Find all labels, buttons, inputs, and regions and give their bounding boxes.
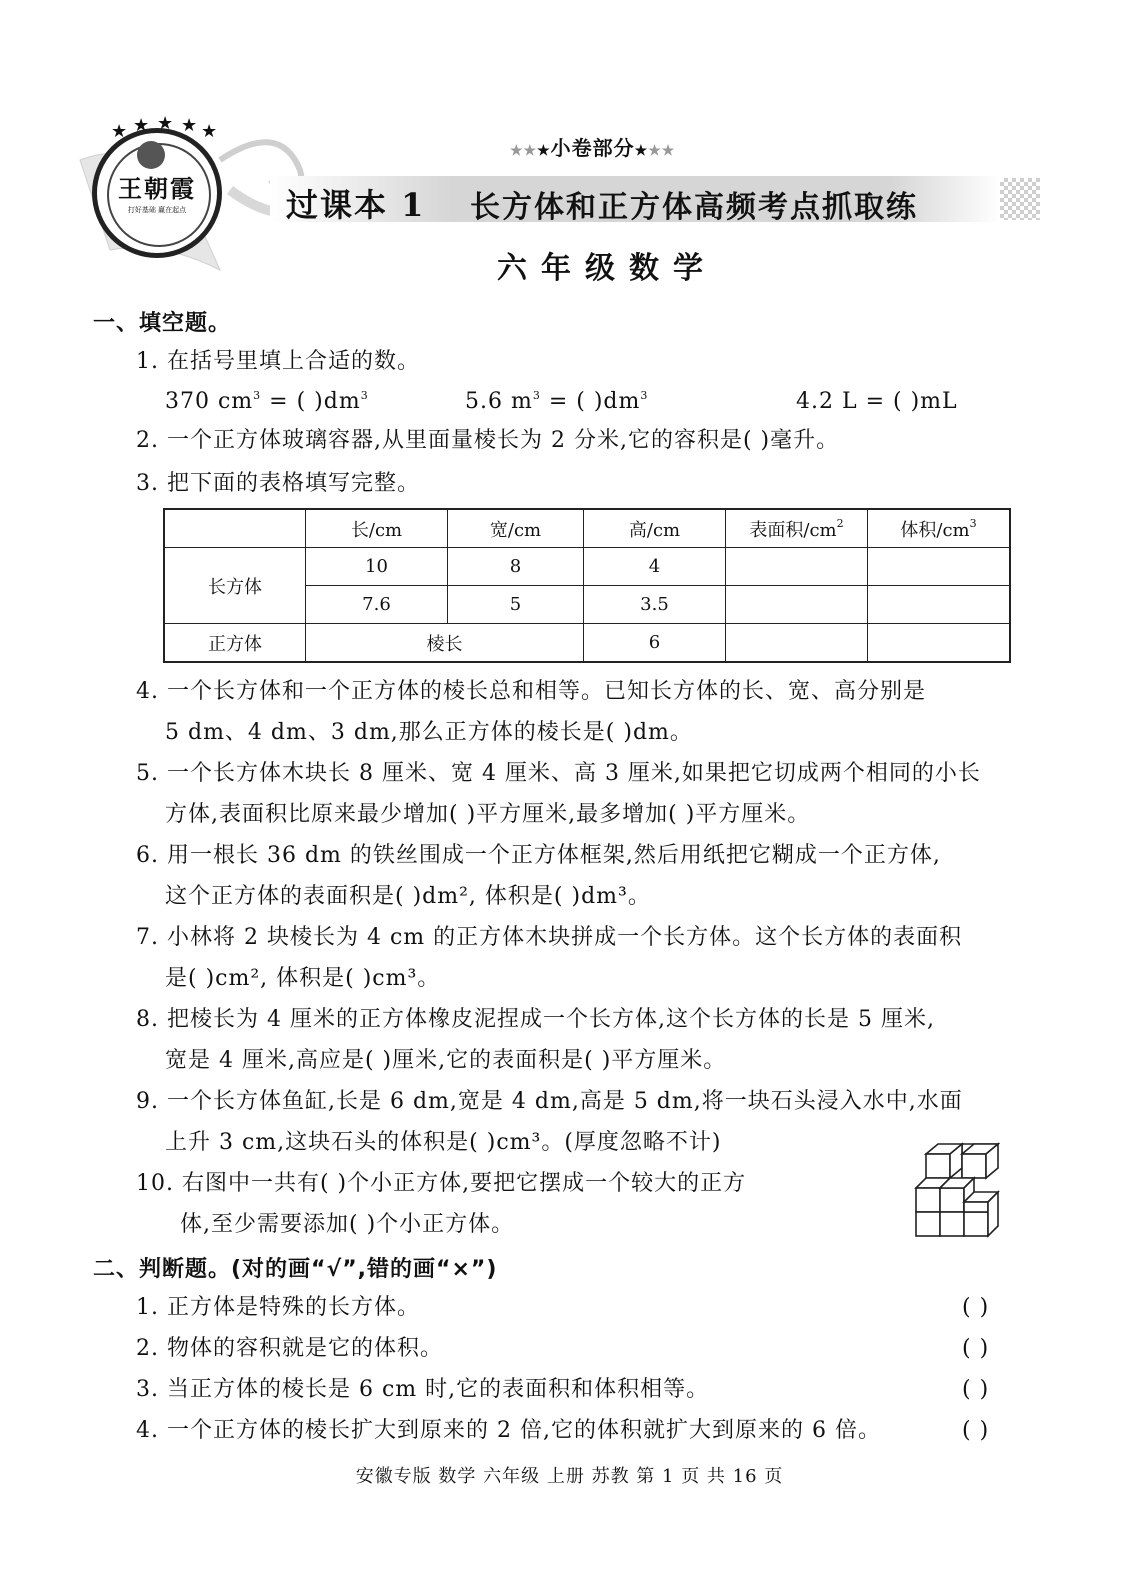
header-width: 宽/cm [448, 509, 584, 548]
header-length: 长/cm [306, 509, 448, 548]
judge-answer-4[interactable]: ( ) [962, 1418, 990, 1443]
question-3: 3. 把下面的表格填写完整。 [136, 471, 420, 496]
cell-cuboid1-width: 8 [448, 548, 584, 586]
question-1-item-b: 5.6 $m^3$ = ( )$dm^3$ [465, 389, 649, 414]
table-corner-cell [164, 509, 306, 548]
banner-checker-pattern [1000, 178, 1040, 220]
series-label-text: 小卷部分 [550, 136, 635, 160]
logo-subtext: 打好基础 赢在起点 [127, 206, 187, 214]
cell-cuboid1-volume[interactable] [868, 548, 1011, 586]
publisher-logo: ★ ★ ★ ★ ★ 王朝霞 打好基础 赢在起点 [92, 128, 222, 258]
question-4-line1: 4. 一个长方体和一个正方体的棱长总和相等。已知长方体的长、宽、高分别是 [136, 679, 926, 704]
judge-item-2: 2. 物体的容积就是它的体积。 [136, 1336, 443, 1361]
q1a-value: 370 cm [165, 389, 254, 414]
logo-portrait [137, 141, 165, 169]
question-4-line2[interactable]: 5 dm、4 dm、3 dm,那么正方体的棱长是( )dm。 [165, 720, 693, 745]
page-footer: 安徽专版 数学 六年级 上册 苏教 第 1 页 共 16 页 [355, 1466, 784, 1487]
cell-cube-surface-area[interactable] [726, 624, 868, 663]
cell-cuboid2-surface-area[interactable] [726, 586, 868, 624]
table-row [164, 548, 1010, 586]
q1a-blank[interactable]: = ( )dm [261, 389, 361, 414]
cell-cuboid1-length: 10 [306, 548, 448, 586]
table-header-row [164, 509, 1010, 548]
question-1-item-c[interactable]: 4.2 L = ( )mL [796, 389, 958, 414]
q1b-value: 5.6 m [465, 389, 533, 414]
question-6-line2[interactable]: 这个正方体的表面积是( )dm², 体积是( )dm³。 [165, 884, 651, 909]
header-height: 高/cm [584, 509, 726, 548]
grade-subject: 六年级数学 [497, 251, 717, 286]
judge-answer-3[interactable]: ( ) [962, 1377, 990, 1402]
title-prefix: 过课本 1 [286, 186, 426, 224]
question-5-line1: 5. 一个长方体木块长 8 厘米、宽 4 厘米、高 3 厘米,如果把它切成两个相同的小长 [136, 761, 981, 786]
cell-cube-edge-value: 6 [584, 624, 726, 663]
question-10-line1[interactable]: 10. 右图中一共有( )个小正方体,要把它摆成一个较大的正方 [136, 1171, 747, 1196]
header-volume-text: 体积/cm [900, 519, 970, 541]
judge-item-4: 4. 一个正方体的棱长扩大到原来的 2 倍,它的体积就扩大到原来的 6 倍。 [136, 1418, 881, 1443]
section-fill-blank-heading: 一、填空题。 [93, 311, 232, 336]
cell-cuboid2-length: 7.6 [306, 586, 448, 624]
row-label-cuboid: 长方体 [164, 548, 306, 624]
section-true-false-heading: 二、判断题。(对的画“√”,错的画“×”) [93, 1257, 498, 1282]
question-8-line2[interactable]: 宽是 4 厘米,高应是( )厘米,它的表面积是( )平方厘米。 [165, 1048, 727, 1073]
question-7-line2[interactable]: 是( )cm², 体积是( )cm³。 [165, 966, 441, 991]
series-label: ★★★小卷部分★★★ [510, 136, 676, 160]
question-2[interactable]: 2. 一个正方体玻璃容器,从里面量棱长为 2 分米,它的容积是( )毫升。 [136, 428, 840, 453]
cell-cube-volume[interactable] [868, 624, 1011, 663]
header-surface-area: 表面积$/cm^2$ [726, 509, 868, 548]
table-row [164, 624, 1010, 663]
question-1-item-a: 370 $cm^3$ = ( )$dm^3$ [165, 389, 369, 414]
question-1: 1. 在括号里填上合适的数。 [136, 349, 420, 374]
question-9-line1: 9. 一个长方体鱼缸,长是 6 dm,宽是 4 dm,高是 5 dm,将一块石头浸入水中,水面 [136, 1089, 963, 1114]
cell-cuboid2-volume[interactable] [868, 586, 1011, 624]
cell-cuboid1-height: 4 [584, 548, 726, 586]
question-10-line2[interactable]: 体,至少需要添加( )个小正方体。 [180, 1212, 515, 1237]
header-surface-area-text: 表面积/cm [749, 519, 837, 541]
judge-answer-2[interactable]: ( ) [962, 1336, 990, 1361]
cell-cuboid2-width: 5 [448, 586, 584, 624]
judge-item-3: 3. 当正方体的棱长是 6 cm 时,它的表面积和体积相等。 [136, 1377, 710, 1402]
judge-item-1: 1. 正方体是特殊的长方体。 [136, 1295, 420, 1320]
cell-cube-edge-label: 棱长 [306, 624, 584, 663]
logo-text: 王朝霞 [118, 174, 196, 203]
q1b-blank[interactable]: = ( )dm [540, 389, 641, 414]
question-8-line1: 8. 把棱长为 4 厘米的正方体橡皮泥捏成一个长方体,这个长方体的长是 5 厘米, [136, 1007, 935, 1032]
question-9-line2[interactable]: 上升 3 cm,这块石头的体积是( )cm³。(厚度忽略不计) [165, 1130, 722, 1155]
judge-answer-1[interactable]: ( ) [962, 1295, 990, 1320]
dimension-table [163, 508, 1011, 663]
question-5-line2[interactable]: 方体,表面积比原来最少增加( )平方厘米,最多增加( )平方厘米。 [165, 802, 811, 827]
row-label-cube: 正方体 [164, 624, 306, 663]
question-7-line1: 7. 小林将 2 块棱长为 4 cm 的正方体木块拼成一个长方体。这个长方体的表面积 [136, 925, 963, 950]
page-title: 长方体和正方体高频考点抓取练 [470, 190, 918, 225]
cell-cuboid2-height: 3.5 [584, 586, 726, 624]
header-volume: 体积$/cm^3$ [868, 509, 1011, 548]
stacked-cubes-figure [912, 1140, 1014, 1242]
question-6-line1: 6. 用一根长 36 dm 的铁丝围成一个正方体框架,然后用纸把它糊成一个正方体, [136, 843, 941, 868]
cell-cuboid1-surface-area[interactable] [726, 548, 868, 586]
